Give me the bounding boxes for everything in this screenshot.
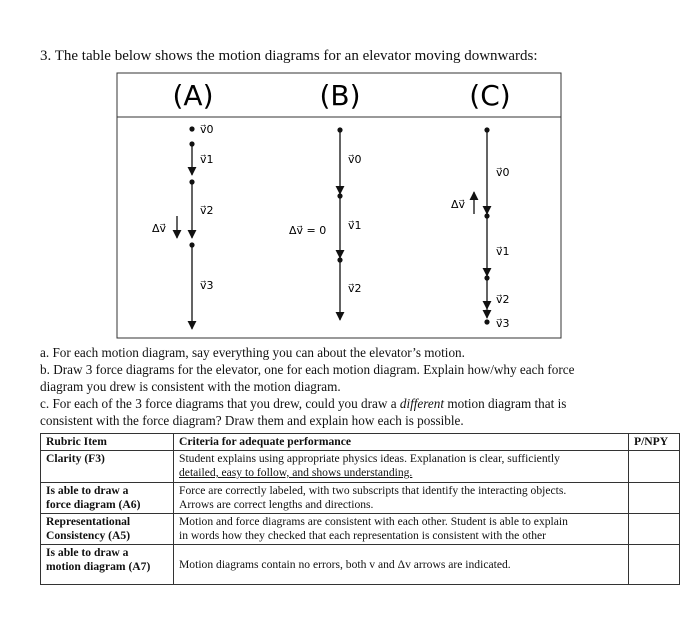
rubric-header-row <box>41 434 680 451</box>
header-c: (C) <box>469 79 511 112</box>
rubric-item-line: Consistency (A5) <box>46 529 131 542</box>
instruction-c-line2: consistent with the force diagram? Draw them and explain how each is possible. <box>40 413 464 428</box>
criteria-cell <box>174 514 629 545</box>
dot <box>484 319 489 324</box>
criteria-line: in words how they checked that each representation is consistent with the other <box>179 529 547 542</box>
table-row <box>41 483 680 514</box>
label-v1: v⃗1 <box>200 153 214 166</box>
criteria-line: Arrows are correct lengths and directions. <box>179 498 374 511</box>
motion-diagram-c <box>451 127 510 330</box>
motion-diagram-b <box>289 127 362 320</box>
instruction-c-emphasis: different <box>399 396 445 411</box>
table-row <box>41 451 680 483</box>
rubric-table <box>40 433 680 585</box>
header-b: (B) <box>319 79 361 112</box>
dot <box>337 127 342 132</box>
label-delta-v: Δv⃗ <box>451 198 466 211</box>
dot <box>484 275 489 280</box>
table-row <box>41 514 680 545</box>
dot <box>189 242 194 247</box>
dot <box>484 213 489 218</box>
score-cell[interactable] <box>629 451 680 483</box>
motion-diagram-a <box>152 123 214 329</box>
criteria-cell: Motion diagrams contain no errors, both v and Δv arrows are indicated. <box>174 545 629 585</box>
rubric-item-line: force diagram (A6) <box>46 498 141 511</box>
dot <box>189 179 194 184</box>
rubric-item-line: Representational <box>46 515 131 528</box>
rubric-item <box>41 545 174 585</box>
score-header: P/NPY <box>629 434 680 451</box>
rubric-item: Clarity (F3) <box>41 451 174 483</box>
score-cell[interactable] <box>629 514 680 545</box>
diagram-table-border <box>117 73 561 338</box>
criteria-line: Motion and force diagrams are consistent with each other. Student is able to explain <box>179 515 568 528</box>
criteria-header: Criteria for adequate performance <box>174 434 629 451</box>
rubric-item <box>41 514 174 545</box>
label-v1: v⃗1 <box>496 245 510 258</box>
label-v3: v⃗3 <box>200 279 214 292</box>
rubric-item-line: Is able to draw a <box>46 546 129 559</box>
rubric-item-line: motion diagram (A7) <box>46 560 151 573</box>
instruction-c-post: motion diagram that is <box>444 396 567 411</box>
dot <box>337 193 342 198</box>
instruction-a: a. For each motion diagram, say everything you can about the elevator’s motion. <box>40 345 465 360</box>
dot <box>484 309 489 314</box>
dot <box>189 141 194 146</box>
label-v0: v⃗0 <box>348 153 362 166</box>
instruction-c-pre: c. For each of the 3 force diagrams that you drew, could you draw a <box>40 396 400 411</box>
criteria-line: Student explains using appropriate physics ideas. Explanation is clear, sufficiently <box>179 452 560 465</box>
label-v2: v⃗2 <box>496 293 510 306</box>
label-v0: v⃗0 <box>200 123 214 136</box>
label-v0: v⃗0 <box>496 166 510 179</box>
label-v2: v⃗2 <box>348 282 362 295</box>
label-v2: v⃗2 <box>200 204 214 217</box>
criteria-cell <box>174 483 629 514</box>
instruction-b-line1: b. Draw 3 force diagrams for the elevator, one for each motion diagram. Explain how/why each force <box>40 362 575 377</box>
label-delta-v: Δv⃗ <box>152 222 167 235</box>
label-v3: v⃗3 <box>496 317 510 330</box>
score-cell[interactable] <box>629 545 680 585</box>
rubric-item <box>41 483 174 514</box>
label-v1: v⃗1 <box>348 219 362 232</box>
instruction-b-line2: diagram you drew is consistent with the motion diagram. <box>40 379 341 394</box>
criteria-cell <box>174 451 629 483</box>
header-a: (A) <box>172 79 214 112</box>
dot <box>484 127 489 132</box>
rubric-item-header: Rubric Item <box>41 434 174 451</box>
question-title: 3. The table below shows the motion diagrams for an elevator moving downwards: <box>40 48 538 64</box>
label-delta-v-zero: Δv⃗ = 0 <box>289 224 327 237</box>
table-row <box>41 545 680 585</box>
rubric-item-line: Is able to draw a <box>46 484 129 497</box>
instruction-c-line1 <box>40 396 566 413</box>
dot <box>189 126 194 131</box>
score-cell[interactable] <box>629 483 680 514</box>
criteria-line: detailed, easy to follow, and shows understanding. <box>179 466 413 479</box>
dot <box>337 257 342 262</box>
criteria-line: Force are correctly labeled, with two subscripts that identify the interacting objects. <box>179 484 567 497</box>
